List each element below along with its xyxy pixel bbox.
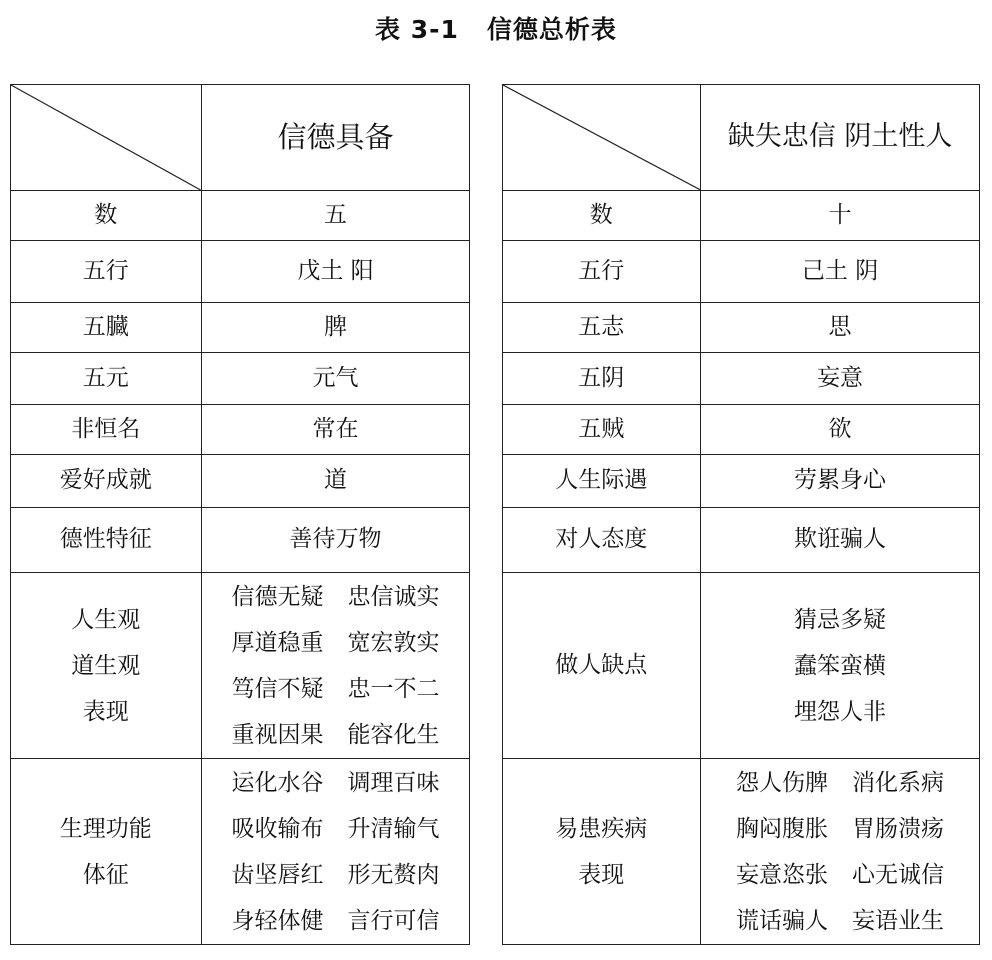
list-item: 蠢笨蛮横 <box>794 652 887 679</box>
table-code: 表 3-1 <box>375 15 459 44</box>
list-item: 谎话骗人 妄语业生 <box>736 907 945 934</box>
physio-label-line: 生理功能 <box>59 815 152 842</box>
list-item: 身轻体健 言行可信 <box>231 907 440 934</box>
row-value-left: 元气 <box>201 353 470 405</box>
diagonal-cell-left <box>11 85 202 191</box>
life-values-left <box>201 573 470 759</box>
life-label-line: 表现 <box>82 698 129 725</box>
list-item: 怨人伤脾 消化系病 <box>736 769 945 796</box>
list-item: 笃信不疑 忠一不二 <box>231 675 440 702</box>
row-label-left: 五臓 <box>11 303 202 353</box>
row-value-right: 欺诳骗人 <box>701 508 980 573</box>
list-item: 重视因果 能容化生 <box>231 721 440 748</box>
row-label-left: 五行 <box>11 241 202 303</box>
header-row <box>11 85 980 191</box>
physio-label-line: 表现 <box>578 861 625 888</box>
diagonal-cell-right <box>502 85 701 191</box>
row-label-left: 德性特征 <box>11 508 202 573</box>
row-value-right: 思 <box>701 303 980 353</box>
table-separator <box>470 85 502 945</box>
row-value-left: 善待万物 <box>201 508 470 573</box>
list-item: 运化水谷 调理百味 <box>231 769 440 796</box>
row-value-left: 脾 <box>201 303 470 353</box>
list-item: 埋怨人非 <box>794 698 887 725</box>
list-item: 胸闷腹胀 胃肠溃疡 <box>736 815 945 842</box>
row-value-right: 十 <box>701 191 980 241</box>
physio-label-line: 易患疾病 <box>555 815 648 842</box>
row-label-right: 五贼 <box>502 405 701 455</box>
row-label-right: 五阴 <box>502 353 701 405</box>
row-label-right: 人生际遇 <box>502 455 701 508</box>
life-label-right: 做人缺点 <box>502 573 701 759</box>
row-value-right: 欲 <box>701 405 980 455</box>
list-item: 齿坚唇红 形无赘肉 <box>231 861 440 888</box>
life-label-line: 道生观 <box>71 652 141 679</box>
physio-label-line: 体征 <box>82 861 129 888</box>
list-item: 妄意恣张 心无诚信 <box>736 861 945 888</box>
list-item: 猜忌多疑 <box>794 606 887 633</box>
virtue-analysis-table <box>10 84 980 945</box>
physio-values-left <box>201 759 470 945</box>
row-label-left: 爱好成就 <box>11 455 202 508</box>
life-label-left <box>11 573 202 759</box>
row-value-right: 妄意 <box>701 353 980 405</box>
row-value-left: 五 <box>201 191 470 241</box>
row-value-right: 劳累身心 <box>701 455 980 508</box>
physio-label-right <box>502 759 701 945</box>
row-label-right: 数 <box>502 191 701 241</box>
life-label-line: 人生观 <box>71 606 141 633</box>
list-item: 厚道稳重 宽宏敦实 <box>231 629 440 656</box>
row-value-left: 常在 <box>201 405 470 455</box>
physio-values-right <box>701 759 980 945</box>
list-item: 吸收输布 升清输气 <box>231 815 440 842</box>
header-right: 缺失忠信 阴土性人 <box>701 85 980 191</box>
row-value-left: 戊土 阳 <box>201 241 470 303</box>
row-value-left: 道 <box>201 455 470 508</box>
row-label-left: 五元 <box>11 353 202 405</box>
list-item: 信德无疑 忠信诚实 <box>231 583 440 610</box>
physio-label-left <box>11 759 202 945</box>
life-values-right <box>701 573 980 759</box>
row-label-right: 对人态度 <box>502 508 701 573</box>
table-title <box>0 10 992 46</box>
row-value-right: 己土 阴 <box>701 241 980 303</box>
row-label-left: 非恒名 <box>11 405 202 455</box>
row-label-left: 数 <box>11 191 202 241</box>
table-title-text: 信德总析表 <box>486 15 617 44</box>
row-label-right: 五行 <box>502 241 701 303</box>
header-left: 信德具备 <box>201 85 470 191</box>
row-label-right: 五志 <box>502 303 701 353</box>
